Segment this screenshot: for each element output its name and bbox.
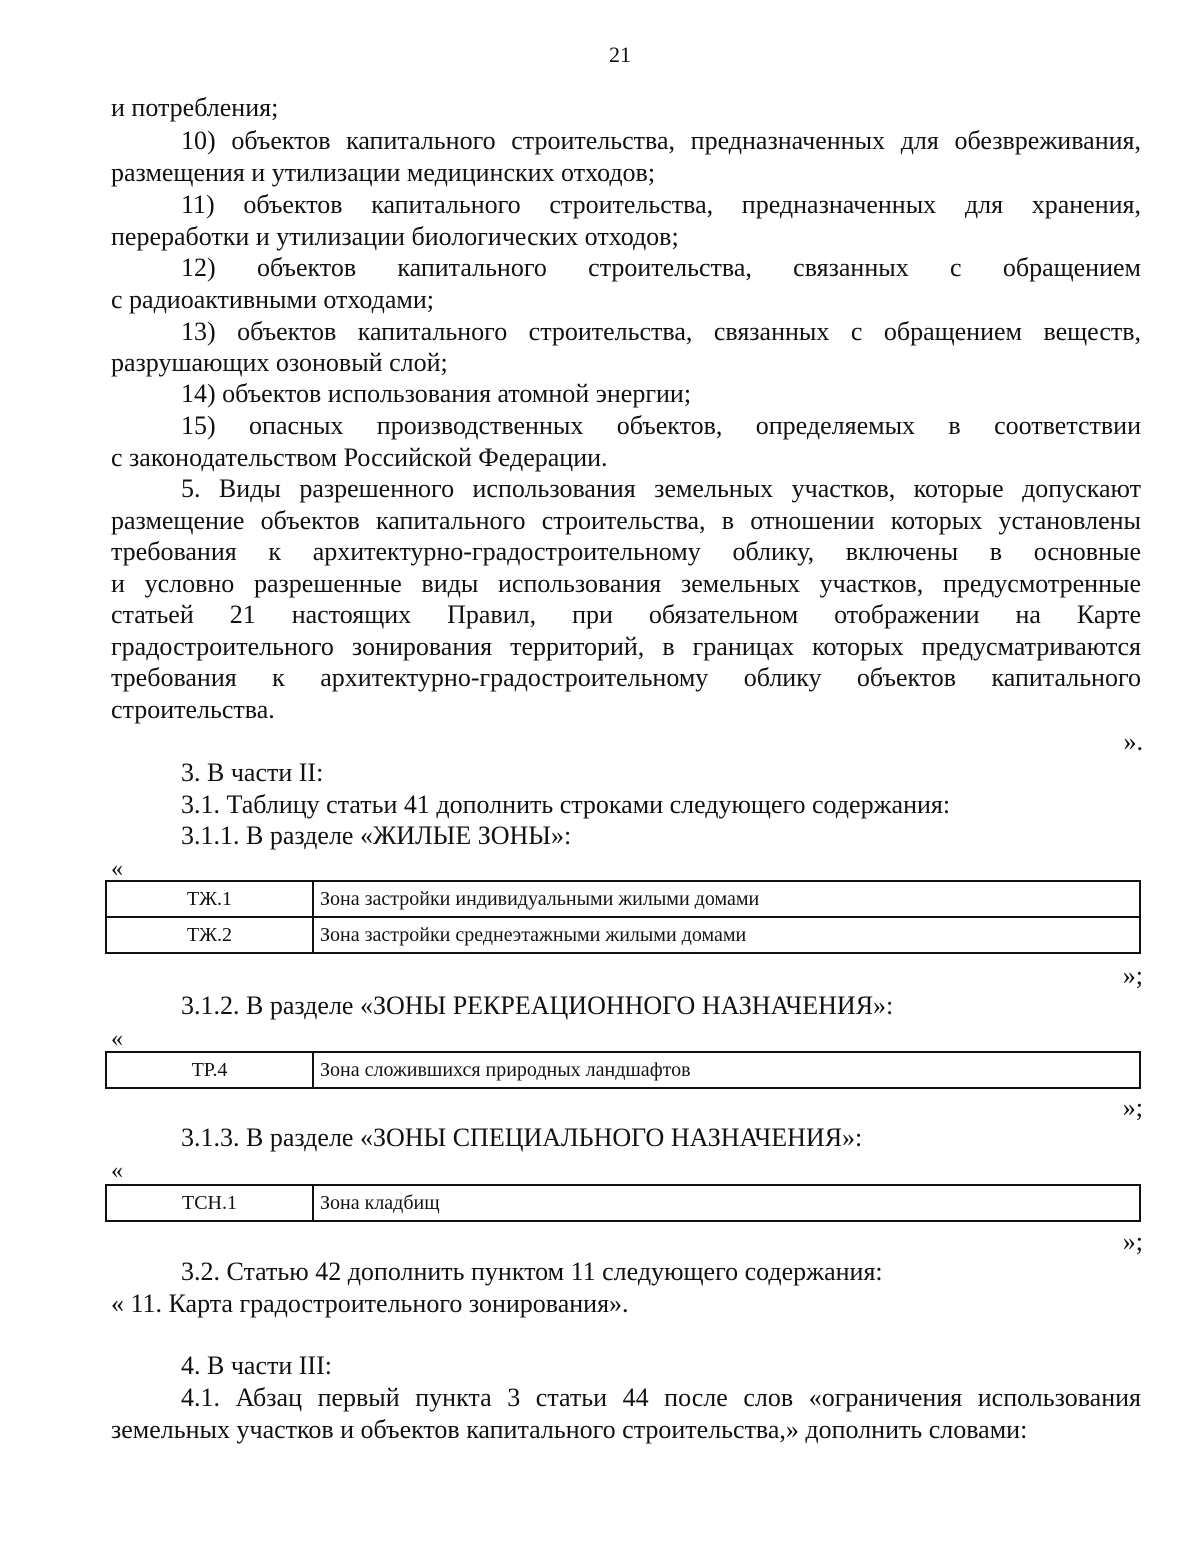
closing-quote: ». xyxy=(1123,727,1143,756)
text-line: « 11. Карта градостроительного зонирования». xyxy=(111,1289,629,1318)
section-heading-4: 4. В части III: xyxy=(181,1351,332,1380)
text-line: с законодательством Российской Федерации. xyxy=(111,443,608,472)
closing-quote: »; xyxy=(1122,961,1143,990)
list-item-12: 12) объектов капитального строительства, связанных с обращением xyxy=(181,253,1141,282)
paragraph-5-line: требования к архитектурно-градостроительному облику объектов капитального xyxy=(111,663,1141,692)
text-line: разрушающих озоновый слой; xyxy=(111,348,448,377)
section-heading-3: 3. В части II: xyxy=(181,758,324,787)
zone-name: Зона кладбищ xyxy=(313,1185,1140,1221)
zone-code: ТЖ.1 xyxy=(106,881,313,917)
paragraph-5-line: требования к архитектурно-градостроительному облику, включены в основные xyxy=(111,537,1141,566)
table-row xyxy=(106,881,1140,917)
list-item-13: 13) объектов капитального строительства, связанных с обращением веществ, xyxy=(181,317,1141,346)
zone-name: Зона застройки индивидуальными жилыми домами xyxy=(313,881,1140,917)
residential-zones-table xyxy=(105,880,1141,954)
item-4-1: 4.1. Абзац первый пункта 3 статьи 44 после слов «ограничения использования xyxy=(181,1383,1141,1412)
list-item-15: 15) опасных производственных объектов, определяемых в соответствии xyxy=(181,411,1141,440)
item-3-1-1: 3.1.1. В разделе «ЖИЛЫЕ ЗОНЫ»: xyxy=(181,821,572,850)
page-number: 21 xyxy=(609,42,631,67)
paragraph-5-line: градостроительного зонирования территорий, в границах которых предусматриваются xyxy=(111,632,1141,661)
text-line: переработки и утилизации биологических отходов; xyxy=(111,222,679,251)
text-line: и потребления; xyxy=(111,93,279,122)
opening-quote: « xyxy=(111,1158,123,1184)
paragraph-5-line: строительства. xyxy=(111,695,275,724)
closing-quote: »; xyxy=(1122,1227,1143,1256)
opening-quote: « xyxy=(111,1026,123,1052)
paragraph-5-line: размещение объектов капитального строительства, в отношении которых установлены xyxy=(111,506,1141,535)
recreational-zones-table xyxy=(105,1051,1141,1089)
paragraph-5-line: и условно разрешенные виды использования земельных участков, предусмотренные xyxy=(111,569,1141,598)
special-zones-table xyxy=(105,1184,1141,1222)
zone-code: ТР.4 xyxy=(106,1052,313,1088)
list-item-14: 14) объектов использования атомной энергии; xyxy=(181,379,692,408)
zone-code: ТЖ.2 xyxy=(106,917,313,953)
zone-name: Зона сложившихся природных ландшафтов xyxy=(313,1052,1140,1088)
text-line: земельных участков и объектов капитального строительства,» дополнить словами: xyxy=(111,1415,1028,1444)
opening-quote: « xyxy=(111,856,123,882)
paragraph-5-line: 5. Виды разрешенного использования земельных участков, которые допускают xyxy=(181,474,1141,503)
list-item-11: 11) объектов капитального строительства, предназначенных для хранения, xyxy=(181,190,1141,219)
zone-code: ТСН.1 xyxy=(106,1185,313,1221)
item-3-2: 3.2. Статью 42 дополнить пунктом 11 следующего содержания: xyxy=(181,1257,883,1286)
item-3-1-3: 3.1.3. В разделе «ЗОНЫ СПЕЦИАЛЬНОГО НАЗНАЧЕНИЯ»: xyxy=(181,1123,863,1152)
list-item-10: 10) объектов капитального строительства, предназначенных для обезвреживания, xyxy=(181,126,1141,155)
text-line: размещения и утилизации медицинских отходов; xyxy=(111,158,656,187)
paragraph-5-line: статьей 21 настоящих Правил, при обязательном отображении на Карте xyxy=(111,600,1141,629)
text-line: с радиоактивными отходами; xyxy=(111,285,434,314)
item-3-1-2: 3.1.2. В разделе «ЗОНЫ РЕКРЕАЦИОННОГО НАЗНАЧЕНИЯ»: xyxy=(181,991,894,1020)
closing-quote: »; xyxy=(1122,1093,1143,1122)
table-row xyxy=(106,1052,1140,1088)
table-row xyxy=(106,1185,1140,1221)
item-3-1: 3.1. Таблицу статьи 41 дополнить строками следующего содержания: xyxy=(181,790,951,819)
zone-name: Зона застройки среднеэтажными жилыми домами xyxy=(313,917,1140,953)
table-row xyxy=(106,917,1140,953)
